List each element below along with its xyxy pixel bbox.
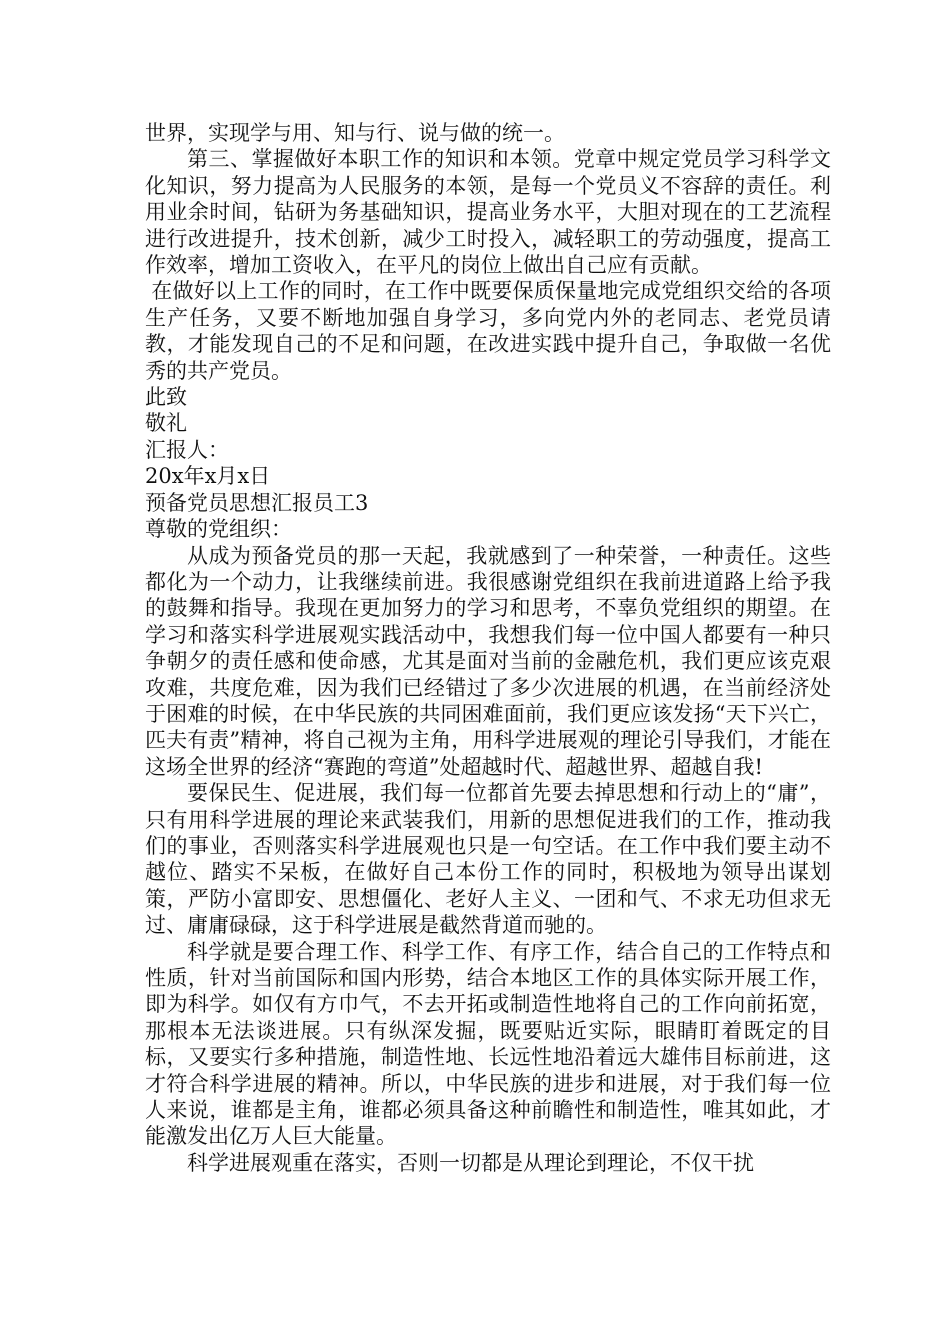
salutation-cizhi: 此致 bbox=[145, 385, 187, 410]
document-body bbox=[145, 120, 831, 1176]
paragraph-livelihood: 要保民生、促进展，我们每一位都首先要去掉思想和行动上的“庸”，只有用科学进展的理论来武装我们，用新的思想促进我们的工作，推动我们的事业，否则落实科学进展观也只是一句空话。在工作中我们要主动不越位、踏实不呆板，在做好自己本份工作的同时，积极地为领导出谋划策，严防小富即安、思想僵化、老好人主义、一团和气、不求无功但求无过、庸庸碌碌，这于科学进展是截然背道而驰的。 bbox=[145, 781, 831, 938]
section-title: 预备党员思想汇报员工3 bbox=[145, 490, 369, 515]
paragraph-science: 科学就是要合理工作、科学工作、有序工作，结合自己的工作特点和性质，针对当前国际和国内形势，结合本地区工作的具体实际开展工作，即为科学。如仅有方巾气，不去开拓或制造性地将自己的工作向前拓宽，那根本无法谈进展。只有纵深发掘，既要贴近实际，眼睛盯着既定的目标，又要实行多种措施，制造性地、长远性地沿着远大雄伟目标前进，这才符合科学进展的精神。所以，中华民族的进步和进展，对于我们每一位人来说，谁都是主角，谁都必须具备这种前瞻性和制造性，唯其如此，才能激发出亿万人巨大能量。 bbox=[145, 939, 831, 1149]
reporter-label: 汇报人： bbox=[145, 437, 229, 462]
paragraph-implementation: 科学进展观重在落实，否则一切都是从理论到理论，不仅干扰 bbox=[187, 1150, 754, 1175]
paragraph-continuation: 世界，实现学与用、知与行、说与做的统一。 bbox=[145, 121, 565, 145]
paragraph-closing-summary: 在做好以上工作的同时，在工作中既要保质保量地完成党组织交给的各项生产任务，又要不断地加强自身学习，多向党内外的老同志、老党员请教，才能发现自己的不足和问题，在改进实践中提升自己，争取做一名优秀的共产党员。 bbox=[145, 279, 831, 383]
report-date: 20x年x月x日 bbox=[145, 464, 271, 489]
greeting: 尊敬的党组织： bbox=[145, 517, 292, 542]
paragraph-third-point: 第三、掌握做好本职工作的知识和本领。党章中规定党员学习科学文化知识，努力提高为人民服务的本领，是每一个党员义不容辞的责任。利用业余时间，钻研为务基础知识，提高业务水平，大胆对现在的工艺流程进行改进提升，技术创新，减少工时投入，减轻职工的劳动强度，提高工作效率，增加工资收入，在平凡的岗位上做出自己应有贡献。 bbox=[145, 147, 831, 278]
paragraph-honor: 从成为预备党员的那一天起，我就感到了一种荣誉，一种责任。这些都化为一个动力，让我继续前进。我很感谢党组织在我前进道路上给予我的鼓舞和指导。我现在更加努力的学习和思考，不辜负党组织的期望。在学习和落实科学进展观实践活动中，我想我们每一位中国人都要有一种只争朝夕的责任感和使命感，尤其是面对当前的金融危机，我们更应该克艰攻难，共度危难，因为我们已经错过了多少次进展的机遇，在当前经济处于困难的时候，在中华民族的共同困难面前，我们更应该发扬“天下兴亡，匹夫有责”精神，将自己视为主角，用科学进展观的理论引导我们，才能在这场全世界的经济“赛跑的弯道”处超越时代、超越世界、超越自我! bbox=[145, 543, 831, 779]
salutation-jingli: 敬礼 bbox=[145, 411, 187, 436]
